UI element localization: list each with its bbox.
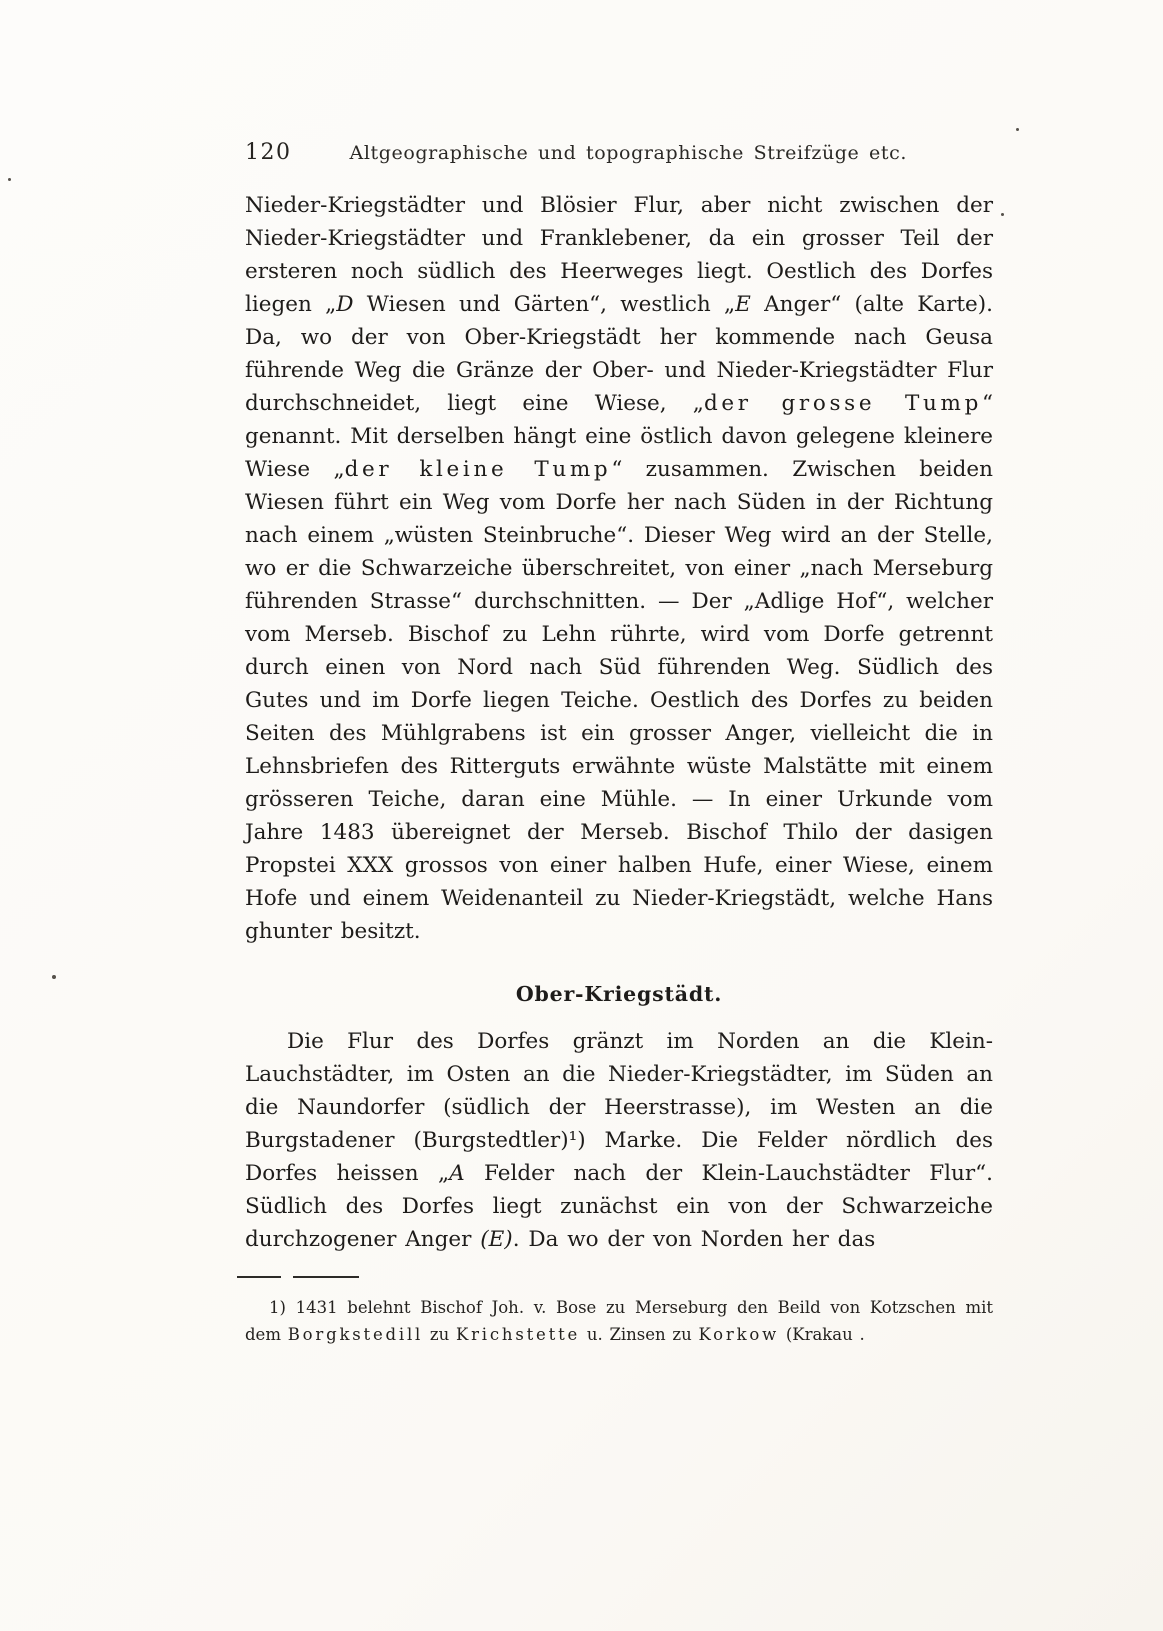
paragraph-ober-kriegstaedt: Die Flur des Dorfes gränzt im Norden an die Klein-Lauchstädter, im Osten an die Nieder-Kriegstädter, im Süden an die Naundorfer (südlich der Heerstrasse), im Westen an die Burgstadener (Burgstedtler)¹) Marke. Die Felder nördlich des Dorfes heissen „A Felder nach der Klein-Lauchstädter Flur“. Südlich des Dorfes liegt zunächst ein von der Schwarzeiche durchzogener Anger (E). Da wo der von Norden her das [245,1029,993,1252]
footnote-text: 1) 1431 belehnt Bischof Joh. v. Bose zu Merseburg den Beild von Kotzschen mit dem Borgkstedill zu Krichstette u. Zinsen zu Korkow (Krakau . [245,1298,993,1344]
page-content [245,140,993,1348]
scan-speckle [1016,128,1019,131]
paragraph-nieder-kriegstaedt: Nieder-Kriegstädter und Blösier Flur, aber nicht zwischen der Nieder-Kriegstädter und Franklebener, da ein grosser Teil der ersteren noch südlich des Heerweges liegt. Oestlich des Dorfes liegen „D Wiesen und Gärten“, westlich „E Anger“ (alte Karte). Da, wo der von Ober-Kriegstädt her kommende nach Geusa führende Weg die Gränze der Ober- und Nieder-Kriegstädter Flur durchschneidet, liegt eine Wiese, „der grosse Tump“ genannt. Mit derselben hängt eine östlich davon gelegene kleinere Wiese „der kleine Tump“ zusammen. Zwischen beiden Wiesen führt ein Weg vom Dorfe her nach Süden in der Richtung nach einem „wüsten Steinbruche“. Dieser Weg wird an der Stelle, wo er die Schwarzeiche überschreitet, von einer „nach Merseburg führenden Strasse“ durchschnitten. — Der „Adlige Hof“, welcher vom Merseb. Bischof zu Lehn rührte, wird vom Dorfe getrennt durch einen von Nord nach Süd führenden Weg. Südlich des Gutes und im Dorfe liegen Teiche. Oestlich des Dorfes zu beiden Seiten des Mühlgrabens ist ein grosser Anger, vielleicht die in Lehnsbriefen des Ritterguts erwähnte wüste Malstätte mit einem grösseren Teiche, daran eine Mühle. — In einer Urkunde vom Jahre 1483 übereignet der Merseb. Bischof Thilo der dasigen Propstei XXX grossos von einer halben Hufe, einer Wiese, einem Hofe und einem Weidenanteil zu Nieder-Kriegstädt, welche Hans ghunter besitzt. [245,193,994,944]
page-number: 120 [245,140,292,165]
footnote-divider-segment [237,1276,281,1278]
running-header [245,140,993,165]
scan-speckle [8,178,11,181]
body-text [245,189,993,1256]
scan-speckle [52,975,56,979]
footnote-area [245,1276,993,1348]
section-heading: Ober-Kriegstädt. [515,982,723,1006]
running-header-title: Altgeographische und topographische Streifzüge etc. [349,142,907,164]
scan-speckle [1001,213,1004,216]
footnote-divider-segment [293,1276,359,1278]
footnote-divider [237,1276,993,1278]
